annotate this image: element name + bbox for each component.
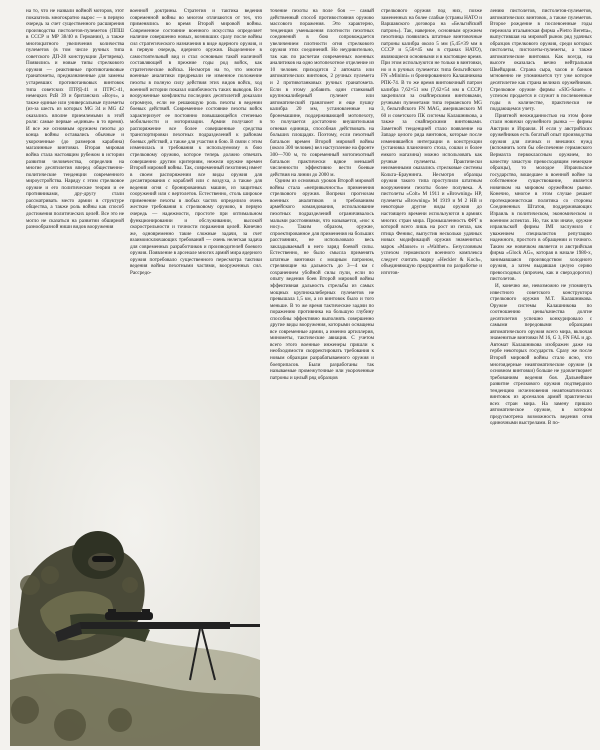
text-column-3 bbox=[270, 8, 374, 743]
paragraph: И, конечно же, невозможно не упомянуть известного советского конструктора стрелкового оружия М.Т. Калашникова. Оружие системы Калашникова по соотношению цены/качества долгие десятилетия успешно конкурировало с самыми передовыми образцами автоматического оружия всего мира, включая знаменитые винтовки М 16, G 3, FN FAL и др. Автомат Калашникова изображен даже на гербе некоторых государств. Сразу же после Второй мировой войны стало ясно, что многоядерные неавтоматические оружие (в основном винтовки) больше не удовлетворяет требованиям ведения боя. Дальнейшее развитие стрелкового оружия подтвердило тенденцию исчезновения неавтоматических винтовок из арсеналов армий практически всех стран мира. На замену пришло автоматическое оружие, в котором предусмотрена возможность ведения огня одиночными выстрелами. В по- bbox=[490, 282, 592, 427]
text-column-1 bbox=[26, 8, 124, 388]
paragraph: точение пехоты на поле боя — самый действенный способ противостояния оружию массового поражения. Это характерно, тенденция уменьшения плотности пехотных соединений в бою сопровождается увеличением плотности огня стрелкового оружия этих соединений. Но неудивительно, так как по расчетам современных военных аналитиков на одно мотопехотное отделение из 10 человек приходится 2 автомата или автоматических винтовок, 2 ручных пулемета и 2 противотанковых ручных гранатомета. Если в этому добавить один станковый крупнокалиберный пулемет или автоматический гранатомет и еще пушку калибра 20 мм, установленные на бронемашине, поддерживающей мотопехоту, то получается достаточно внушительная огневая единица, способная действовать на больших площадях. Поэтому, если пехотный батальон времен Второй мировой войны (около 300 человек) вел наступление на фронте 300—700 м, то современный мотопехотный батальон практически вдвое меньшей численности эффективно вести боевые действия на линии до 2000 м. bbox=[270, 8, 374, 178]
text-column-4 bbox=[381, 8, 482, 743]
paragraph: лению пистолетов, пистолетов-пулеметов, автоматических винтовок, а также пулеметов. Второе рождение в послевоенные годы пережила итальянская фирма «Pietro Beretta», выпустившая на мировой рынок ряд удачных образцов стрелкового оружия, среди которых пистолеты, пистолеты-пулеметы, а также автоматические винтовки. Как всегда, на высоте оказалась вечно нейтральная Швейцария. Страна сыра, часов и банков мгновенно не упоминается тут уже которое десятилетие как страна великих оружейников. Стрелковое оружие фирмы «SIG-Sauer» с успехом продается и служит в послевоенные годы в количестве, практически не поддающемся учету. bbox=[490, 8, 592, 113]
paragraph: Одним из основных уроков Второй мировой войны стала «непривычность» применения стрелкового оружия. Вопреки прогнозам военных аналитиков и требованиям армейского командования, использование пехотных подразделений ограничивалось малыми расстояниями, что называется, «нос к носу». Таким образом, оружие, спроектированное для применения на больших расстояниях, не использовало весь закладываемый в него заряд боевой силы. Естественно, не было смысла применять штатные винтовки с мощным патроном, стреляющие на дальность до 3—4 км с сохранением убойной силы пули, если по опыту ведения боев Второй мировой войны эффективная дальность стрельбы из самых мощных крупнокалиберных пулеметов не превышала 1,5 км, а из винтовок было и того меньше. В то же время тактические задачи по поражению противника на большую глубину способны эффективно выполнять совершенно другие виды вооружения, которыми оснащены все современные армии, а именно артиллерия, минометы, тактические авиация. С учетом всего этого военные инженеры пришли к необходимости скорректировать требования к новым образцам разрабатываемого оружия и боеприпасов. Были разработаны так называемые промежуточные или укороченные патроны и целый ряд образцов bbox=[270, 178, 374, 381]
paragraph: Приятной неожиданностью на этом фоне стали новички оружейного рынка — фирмы Австрии и Израиля. И если у австрийских оружейников есть богатый опыт производства оружия для личных и внешних нужд (вспомнить хотя бы обеспечение германского Вермахта первоклассным оружием, по качеству зачастую превосходящим немецкие образцы), то молодое Израильское государство, вошедшее в военной войне за собственное существование, является новичком на мировом оружейном рынке. Конечно, многое в этом случае решает протекционистская политика со стороны Соединенных Штатов, поддерживающих Израиль в политическом, экономическом и военном аспектах. Но, так или иначе, оружие израильской фирмы IMI заслужило с уважением специалистов репутацию надежного, простого в обращении и точного. Таким же новичком является и австрийская фирма «Glock AG», которая в начале 1980-х, занимавшаяся производством холодного оружия, а затем выдавшая целую серию превосходных (впрочем, как и сверхдорогих) пистолетов. bbox=[490, 112, 592, 283]
sniper-illustration bbox=[10, 380, 260, 746]
text-column-5 bbox=[490, 8, 592, 743]
paragraph: на то, что не назвали войной моторов, этот показатель многократно вырос — в первую очередь за счет существенного расширения производства пистолетов-пулеметов (ППШ в СССР и MP 38/40 в Германии), а также многократного увеличения количества пулеметов (в том числе ручных типа советского ДП-28 конструкции Дегтярева). Появились и новые типы стрелкового оружия — реактивные противотанковые гранатометы, предназначенные для замены устаревших противотанковых винтовок типа советских ПТРД-41 и ПТРС-41, немецких PzB 39 и британских «Boys», а также единые или универсальные пулеметы (из-за шесть из которых MG 34 и MG 42 оказались вполне приемлемыми в этой роли: самые первые «единые» в то время). И все же основным оружием пехоты до конца войны оставались обычные и укороченные (до размеров карабина) магазинные винтовки. Вторая мировая война стала настоящим рубежом в истории развития человечества, определив на многие десятилетия вперед общественно-политические тенденции современного мироустройства. Наряду с этим стрелковое оружие и его политические теории и ее противниками, дру-другу стали рассматривать место армии в структуре общества, а также роль войны как способ достижения политических целей. Все это не могло не сказаться на развитии обширной разнообразной ниши видов вооружения bbox=[26, 8, 124, 231]
sniper-photo bbox=[10, 380, 260, 746]
paragraph: военной доктрины. Стратегия и тактика ведения современной войны во многом отличаются от тех, что применялись во время Второй мировой войны. Современное состояние военного искусства определяет наличие совершенно новых, возникших сразу после войны сил стратегического назначения в виде ядерного оружия, и в первую очередь, ядерного оружия. Выделенное в самостоятельный вид и стал основным такой наличной составляющей в прежние годы род войск, как стратегические войска. Несмотря на то, что многие военные аналитики предрекали не изменное положение пехоты в полную силу действия этих видов войск, ход военной истории показал ошибочность таких выводов. Все вооруженные конфликты последних десятилетий доказали огромную, если не решающую роль пехоты в ведении боевых действий. Современное состояние пехоты войск характеризует ее постоянно повышающейся степенью мобильности и моторизации. Армии получают в распоряжение все более совершенные средства транспортировки пехотных подразделений к районам боевых действий, а также для участия в бою. В связи с этим изменилась и требования к используемому в бою стрелковому оружию, которое теперь должно отвечать совершенно другим критериям, нежели оружие времен Второй мировой войны. Так, современный пехотинец имеет в своем распоряжении все виды оружия для десантирования с кораблей или с воздуха, а также для ведения огня с бронированных машин, из защитных сооружений или с вертолетов. Естественно, столь широкое применение пехоты в любых частях определило очень жесткие требования к стрелковому оружию, в первую очередь — надежности, простоте при оптимальном функционировании и обслуживании, высокой скорострельности и точности поражения целей. Конечно же, одновременно такие сложные задачи, за счет взаимоисключающих требований — очень нелегкая задача для современных разработчиков и производителей боевого оружия. Появление в арсенале многих армий мира ядерного оружия потребовало существенного пересмотра тактики ведения войны пехотными частями, вооруженных сил. Рассредо- bbox=[130, 8, 262, 276]
paragraph: стрелкового оружия под них, позже замененных на более слабые (страны НАТО и Варшавского договора на «Бельгийский патрон»). Так, наверное, основным оружием пехотинца появились штатные винтовочные патроны калибра около 5 мм (5,45×39 мм в СССР и 5,56×45 мм в странах НАТО), являющиеся основными и в настоящее время. При этом используются не только в винтовки, но и в ручных пулеметах типа бельгийского FN «Minimi» и бронированного Калашникова РПК-74. В то же время винтовочный патрон калибра 7,62×51 мм (7,62×54 мм в СССР) закрепился за снайперскими винтовками, ручными пулеметами типа германского MG 3, бельгийского FN MAG, американского M 60 и советского ПК системы Калашникова, а также за снайперскими винтовками. Заметной тенденцией стало появление на Западе целого ряда винтовок, которые после изменившейся интеграции в конструкции (установка планочного стола, сошки и более емкого магазина) можно использовать как ручные пулеметы. Практически неизменными оказались стрелковые системы Кольта–Браунинга. Несмотря образцы оружия такого типа проступили штатным вооружением пехоты более полувека. А пистолеты «Colt» М 1911 и «Browning» НР, пулеметы «Browning» М 1919 и М 2 НВ и некоторые другие виды оружия до настоящего времени используются в армиях многих стран мира. Промышленность ФРГ в которой всего лишь на рост из пепла, как птица Феникс, выпустив несколько удачных новых модификаций оружия знаменитых марок «Mauser» и «Walther». Безусловным успехом германского военного комплекса следует считать марку «Heckler & Koch», объединяющую предприятия по разработке и изготов- bbox=[381, 8, 482, 276]
